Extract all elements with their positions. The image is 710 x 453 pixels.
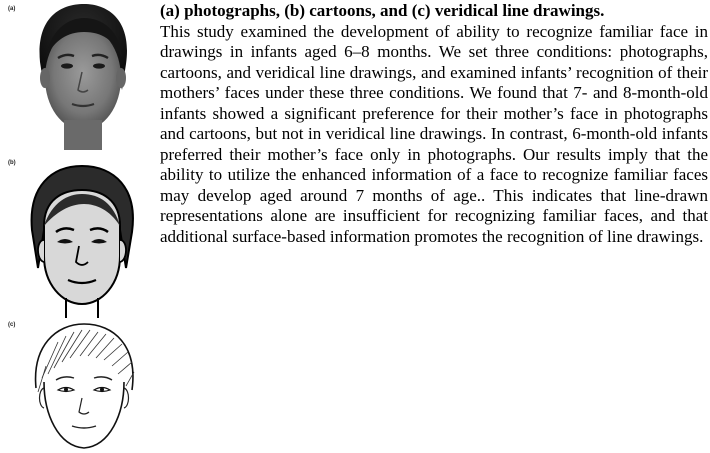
panel-label-c: (c) (8, 322, 16, 328)
photograph-face (28, 0, 138, 150)
line-drawing-face (28, 318, 140, 453)
caption-title: (a) photographs, (b) cartoons, and (c) veridical line drawings. (160, 1, 605, 20)
panel-label-a: (a) (8, 6, 16, 12)
caption-text-block (160, 1, 708, 247)
cartoon-face (22, 160, 142, 318)
panel-label-b: (b) (8, 160, 16, 166)
caption-body: This study examined the development of ability to recognize familiar face in drawings in infants aged 6–8 months. We set three conditions: photographs, cartoons, and veridical line drawings, and examined infants’ recognition of their mothers’ faces under these three conditions. We found that 7- and 8-month-old infants showed a significant preference for their mother’s face in photographs and cartoons, but not in veridical line drawings. In contrast, 6-month-old infants preferred their mother’s face only in photographs. Our results imply that the ability to utilize the enhanced information of a face to recognize familiar faces may develop aged around 7 months of age.. This indicates that line-drawn representations alone are insufficient for recognizing familiar faces, and that additional surface-based information promotes the recognition of line drawings. (160, 21, 708, 246)
